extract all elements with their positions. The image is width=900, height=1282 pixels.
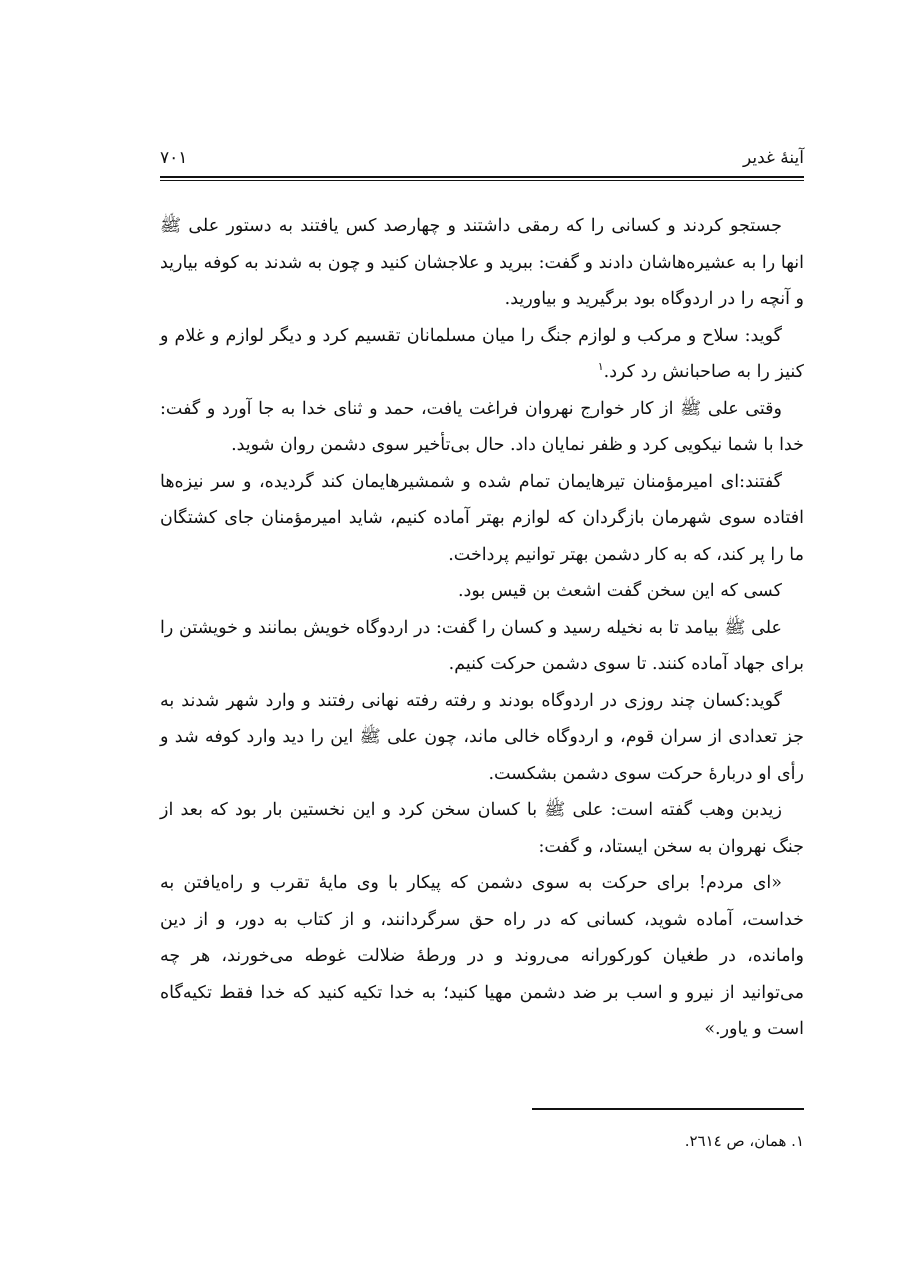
paragraph: گفتند:ای امیرمؤمنان تیرهایمان تمام شده و شمشیرهایمان کند گردیده، و سر نیزه‌ها افتاده سوی شهرمان بازگردان که لوازم بهتر آماده کنیم، شاید امیرمؤمنان جای کشتگان ما را پر کند، که به کار دشمن بهتر توانیم پرداخت. xyxy=(160,471,804,565)
header-rule-thin xyxy=(160,180,804,181)
paragraph: زیدبن وهب گفته است: علی ﷺ با کسان سخن کرد و این نخستین بار بود که بعد از جنگ نهروان به سخن ایستاد، و گفت: xyxy=(160,800,804,857)
paragraph: جستجو کردند و کسانی را که رمقی داشتند و چهارصد کس یافتند به دستور علی ﷺ انها را به عشیره‌هاشان دادند و گفت: ببرید و علاجشان کنید و چون به شدند به کوفه بیارید و آنچه را در اردوگاه بود برگیرید و بیاورید. xyxy=(160,216,804,309)
footnote-separator xyxy=(532,1108,804,1110)
main-text xyxy=(160,208,804,1048)
paragraph: علی ﷺ بیامد تا به نخیله رسید و کسان را گفت: در اردوگاه خویش بمانند و خویشتن را برای جهاد آماده کنند. تا سوی دشمن حرکت کنیم. xyxy=(160,617,804,674)
page-number: ۷۰۱ xyxy=(160,148,188,168)
footnote: ۱. همان، ص ۲٦١٤. xyxy=(684,1132,804,1150)
page-header xyxy=(160,140,804,176)
paragraph: گوید: سلاح و مرکب و لوازم جنگ را میان مسلمانان تقسیم کرد و دیگر لوازم و غلام و کنیز را به صاحبانش رد کرد.$^۱$ xyxy=(160,325,804,382)
paragraph: کسی که این سخن گفت اشعث بن قیس بود. xyxy=(457,581,782,601)
paragraph: «ای مردم! برای حرکت به سوی دشمن که پیکار با وی مایهٔ تقرب و راه‌یافتن به خداست، آماده شوید، کسانی که در راه حق سرگردانند، و از کتاب به دور، و از دین وامانده، در طغیان کورکورانه می‌روند و در ورطهٔ ضلالت غوطه می‌خورند، هر چه می‌توانید از نیرو و اسب بر ضد دشمن مهیا کنید؛ به خدا تکیه کنید که خدا فقط تکیه‌گاه است و یاور.» xyxy=(160,873,804,1039)
paragraph: گوید:کسان چند روزی در اردوگاه بودند و رفته رفته نهانی رفتند و وارد شهر شدند به جز تعدادی از سران قوم، و اردوگاه خالی ماند، چون علی ﷺ این را دید وارد کوفه شد و رأی او دربارهٔ حرکت سوی دشمن بشکست. xyxy=(160,690,804,784)
footnote-marker: ۱ xyxy=(597,360,604,374)
running-title: آینهٔ غدیر xyxy=(742,148,804,168)
paragraph: وقتی علی ﷺ از کار خوارج نهروان فراغت یافت، حمد و ثنای خدا به جا آورد و گفت: خدا با شما نیکویی کرد و ظفر نمایان داد. حال بی‌تأخیر سوی دشمن روان شوید. xyxy=(160,398,804,455)
header-rule-thick xyxy=(160,176,804,178)
